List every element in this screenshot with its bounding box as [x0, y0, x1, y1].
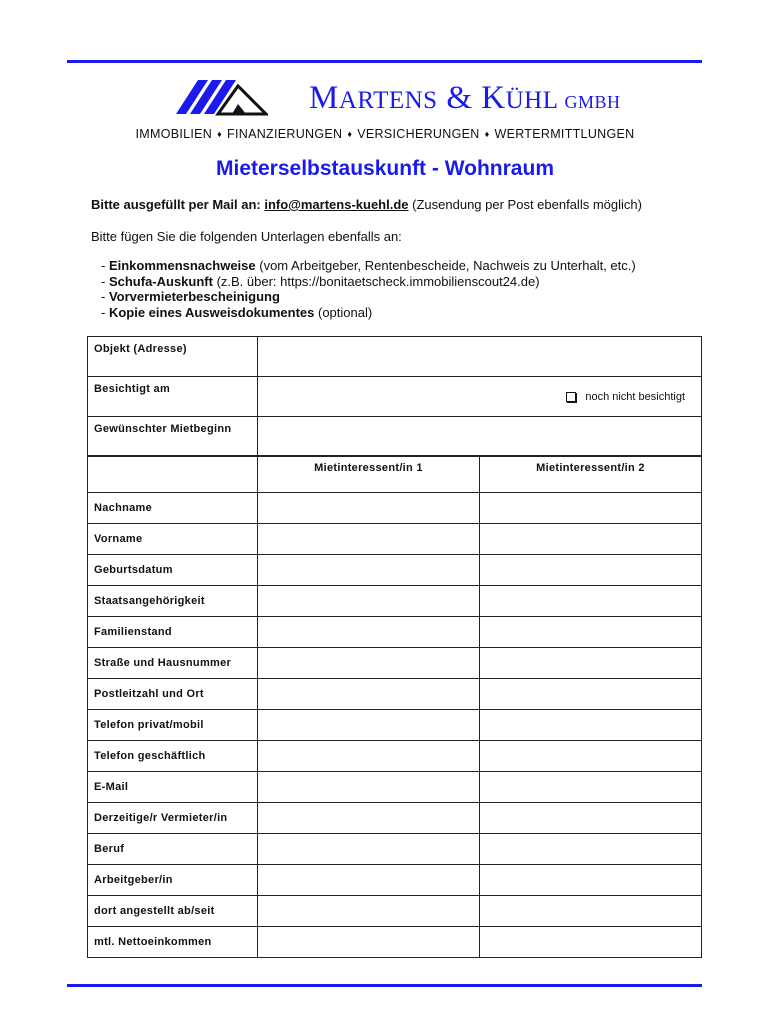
row-label: Postleitzahl und Ort: [88, 679, 258, 710]
tenant-2-field[interactable]: [480, 927, 702, 958]
table-row: [88, 741, 702, 772]
mail-label: Bitte ausgefüllt per Mail an:: [91, 197, 261, 212]
mail-note: (Zusendung per Post ebenfalls möglich): [412, 197, 642, 212]
table-row: [88, 493, 702, 524]
checkbox-icon[interactable]: [566, 392, 576, 402]
tenant-1-field[interactable]: [258, 772, 480, 803]
tenant-2-field[interactable]: [480, 679, 702, 710]
row-label: Beruf: [88, 834, 258, 865]
company-logo: [176, 78, 621, 118]
tenant-2-field[interactable]: [480, 896, 702, 927]
tenant-1-field[interactable]: [258, 803, 480, 834]
column-header: Mietinteressent/in 1: [258, 456, 480, 493]
tenant-2-field[interactable]: [480, 710, 702, 741]
email-link[interactable]: info@martens-kuehl.de: [264, 197, 409, 212]
row-label: Telefon geschäftlich: [88, 741, 258, 772]
row-label: dort angestellt ab/seit: [88, 896, 258, 927]
requirements-list: [101, 258, 636, 320]
table-row: [88, 586, 702, 617]
tenant-1-field[interactable]: [258, 896, 480, 927]
tenant-2-field[interactable]: [480, 493, 702, 524]
tenant-1-field[interactable]: [258, 648, 480, 679]
tenant-table: [87, 455, 702, 958]
table-row: [88, 417, 702, 457]
diamond-icon: ♦: [347, 129, 353, 139]
tenant-2-field[interactable]: [480, 741, 702, 772]
diamond-icon: ♦: [484, 129, 490, 139]
tenant-1-field[interactable]: [258, 927, 480, 958]
row-label: Familienstand: [88, 617, 258, 648]
tenant-2-field[interactable]: [480, 555, 702, 586]
mail-instruction: [91, 197, 642, 212]
corner-cell: [88, 456, 258, 493]
row-label: Straße und Hausnummer: [88, 648, 258, 679]
table-row: [88, 617, 702, 648]
tenant-1-field[interactable]: [258, 524, 480, 555]
logo-mark-icon: [176, 78, 268, 118]
row-label: Besichtigt am: [88, 377, 258, 417]
table-header-row: [88, 456, 702, 493]
tenant-1-field[interactable]: [258, 741, 480, 772]
tenant-2-field[interactable]: [480, 586, 702, 617]
table-row: [88, 927, 702, 958]
checkbox-label: noch nicht besichtigt: [585, 390, 685, 403]
tenant-2-field[interactable]: [480, 772, 702, 803]
tagline-item: IMMOBILIEN: [135, 127, 213, 141]
tenant-2-field[interactable]: [480, 648, 702, 679]
row-label: Staatsangehörigkeit: [88, 586, 258, 617]
list-item: - Kopie eines Ausweisdokumentes (optional): [101, 304, 373, 320]
move-in-date-field[interactable]: [258, 417, 702, 457]
not-viewed-option[interactable]: [566, 391, 685, 403]
tenant-2-field[interactable]: [480, 617, 702, 648]
row-label: Nachname: [88, 493, 258, 524]
list-item: - Einkommensnachweise (vom Arbeitgeber, Rentenbescheide, Nachweis zu Unterhalt, etc.): [101, 258, 636, 273]
tenant-2-field[interactable]: [480, 803, 702, 834]
tenant-1-field[interactable]: [258, 865, 480, 896]
tenant-2-field[interactable]: [480, 834, 702, 865]
tenant-1-field[interactable]: [258, 493, 480, 524]
tagline-item: VERSICHERUNGEN: [357, 127, 480, 141]
table-row: [88, 834, 702, 865]
row-label: Arbeitgeber/in: [88, 865, 258, 896]
diamond-icon: ♦: [217, 129, 223, 139]
object-address-field[interactable]: [258, 337, 702, 377]
viewing-date-field[interactable]: [258, 377, 702, 417]
row-label: Gewünschter Mietbeginn: [88, 417, 258, 457]
tagline: [0, 127, 770, 141]
row-label: Vorname: [88, 524, 258, 555]
row-label: Derzeitige/r Vermieter/in: [88, 803, 258, 834]
table-row: [88, 803, 702, 834]
table-row: [88, 555, 702, 586]
tenant-1-field[interactable]: [258, 586, 480, 617]
tenant-1-field[interactable]: [258, 834, 480, 865]
attachments-intro: Bitte fügen Sie die folgenden Unterlagen ebenfalls an:: [91, 229, 402, 244]
tenant-1-field[interactable]: [258, 617, 480, 648]
company-name: MARTENS & KÜHL GMBH: [309, 80, 621, 116]
object-table: [87, 336, 702, 457]
table-row: [88, 710, 702, 741]
table-row: [88, 772, 702, 803]
list-item: - Schufa-Auskunft (z.B. über: https://bonitaetscheck.immobilienscout24.de): [101, 273, 540, 289]
tenant-1-field[interactable]: [258, 679, 480, 710]
table-row: [88, 865, 702, 896]
tenant-2-field[interactable]: [480, 865, 702, 896]
page-title: Mieterselbstauskunft - Wohnraum: [216, 157, 554, 180]
row-label: Telefon privat/mobil: [88, 710, 258, 741]
bottom-rule: [67, 984, 702, 987]
tagline-item: WERTERMITTLUNGEN: [494, 127, 635, 141]
list-item: - Vorvermieterbescheinigung: [101, 289, 280, 304]
column-header: Mietinteressent/in 2: [480, 456, 702, 493]
table-row: [88, 337, 702, 377]
row-label: Geburtsdatum: [88, 555, 258, 586]
row-label: E-Mail: [88, 772, 258, 803]
table-row: [88, 377, 702, 417]
table-row: [88, 679, 702, 710]
row-label: mtl. Nettoeinkommen: [88, 927, 258, 958]
tenant-2-field[interactable]: [480, 524, 702, 555]
top-rule: [67, 60, 702, 63]
table-row: [88, 648, 702, 679]
table-row: [88, 896, 702, 927]
tenant-1-field[interactable]: [258, 555, 480, 586]
table-row: [88, 524, 702, 555]
row-label: Objekt (Adresse): [88, 337, 258, 377]
tagline-item: FINANZIERUNGEN: [227, 127, 343, 141]
tenant-1-field[interactable]: [258, 710, 480, 741]
